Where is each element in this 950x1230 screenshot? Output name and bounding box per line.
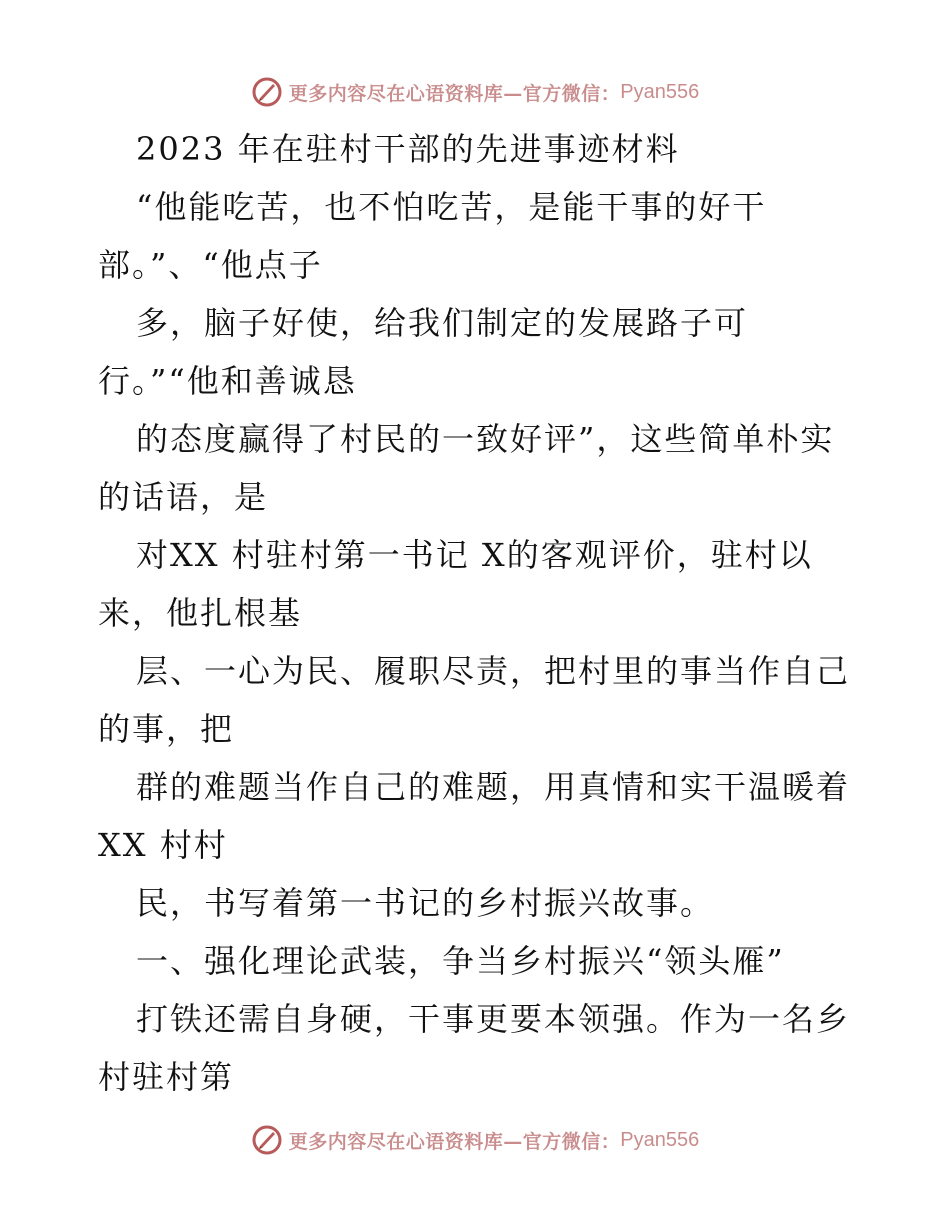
document-title: 2023 年在驻村干部的先进事迹材料 <box>136 130 680 168</box>
section-heading: 一、强化理论武装，争当乡村振兴“领头雁” <box>136 942 785 980</box>
watermark-handle: Pyan556 <box>620 1128 700 1151</box>
paragraph-line: 来，他扎根基 <box>98 594 303 632</box>
paragraph-line: 的态度赢得了村民的一致好评”，这些简单朴实 <box>136 420 835 458</box>
footer-watermark <box>0 1120 950 1160</box>
paragraph-line: 村驻村第 <box>98 1058 235 1096</box>
paragraph-line: 民，书写着第一书记的乡村振兴故事。 <box>136 884 715 922</box>
header-watermark <box>0 72 950 112</box>
quill-logo-icon <box>251 76 283 108</box>
paragraph-line: “他能吃苦，也不怕吃苦，是能干事的好干 <box>136 188 767 226</box>
quill-logo-icon <box>251 1124 283 1156</box>
paragraph-line: 行。”“他和善诚恳 <box>98 362 357 400</box>
paragraph-line: 打铁还需自身硬，干事更要本领强。作为一名乡 <box>136 1000 851 1038</box>
paragraph-line: 的事，把 <box>98 710 235 748</box>
watermark-handle: Pyan556 <box>620 80 700 103</box>
paragraph-line: 层、一心为民、履职尽责，把村里的事当作自己 <box>136 652 851 690</box>
paragraph-line: 多，脑子好使，给我们制定的发展路子可 <box>136 304 749 342</box>
watermark-text: 更多内容尽在心语资料库—官方微信： <box>288 82 621 105</box>
paragraph-line: 部。”、“他点子 <box>98 246 323 284</box>
paragraph-line: 对XX 村驻村第一书记 X的客观评价，驻村以 <box>136 536 813 574</box>
paragraph-line: 的话语，是 <box>98 478 269 516</box>
watermark-text: 更多内容尽在心语资料库—官方微信： <box>288 1130 621 1153</box>
paragraph-line: XX 村村 <box>98 826 228 864</box>
paragraph-line: 群的难题当作自己的难题，用真情和实干温暖着 <box>136 768 851 806</box>
